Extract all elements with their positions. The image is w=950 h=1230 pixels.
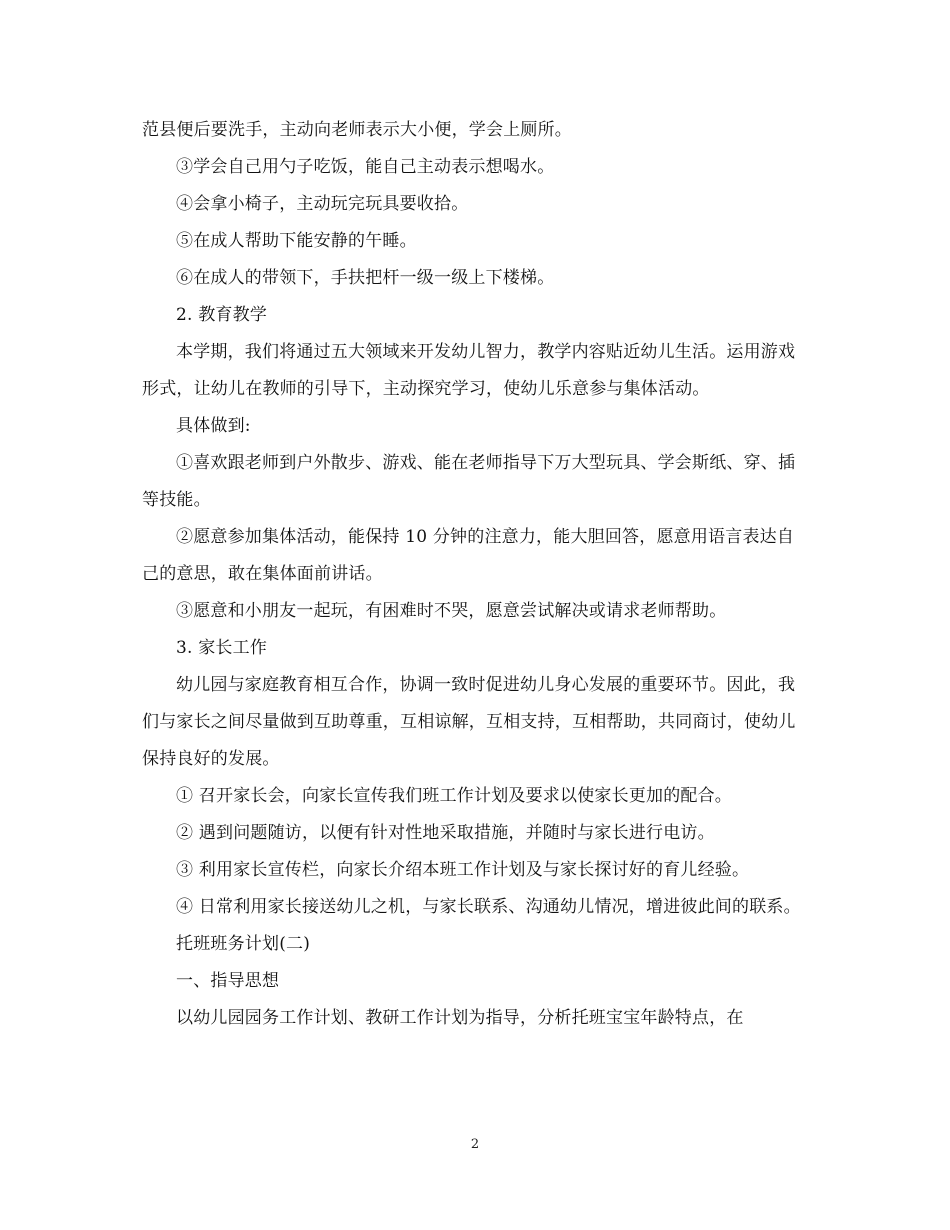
paragraph: ①喜欢跟老师到户外散步、游戏、能在老师指导下万大型玩具、学会斯纸、穿、插等技能。 bbox=[142, 453, 796, 510]
section-heading: 3. 家长工作 bbox=[176, 638, 268, 658]
paragraph: ② 遇到问题随访，以便有针对性地采取措施，并随时与家长进行电访。 bbox=[176, 823, 715, 843]
paragraph: 范县便后要洗手，主动向老师表示大小便，学会上厕所。 bbox=[142, 120, 572, 140]
paragraph: ⑥在成人的带领下，手扶把杆一级一级上下楼梯。 bbox=[176, 268, 555, 288]
paragraph: 本学期，我们将通过五大领域来开发幼儿智力，教学内容贴近幼儿生活。运用游戏形式，让幼儿在教师的引导下，主动探究学习，使幼儿乐意参与集体活动。 bbox=[142, 342, 796, 399]
paragraph: ③ 利用家长宣传栏，向家长介绍本班工作计划及与家长探讨好的育儿经验。 bbox=[176, 860, 750, 880]
paragraph: ②愿意参加集体活动，能保持 10 分钟的注意力，能大胆回答，愿意用语言表达自己的意思，敢在集体面前讲话。 bbox=[142, 527, 795, 584]
section-heading: 一、指导思想 bbox=[176, 971, 280, 991]
paragraph: ③学会自己用勺子吃饭，能自己主动表示想喝水。 bbox=[176, 157, 555, 177]
paragraph: 具体做到: bbox=[176, 416, 251, 436]
paragraph: 幼儿园与家庭教育相互合作，协调一致时促进幼儿身心发展的重要环节。因此，我们与家长之间尽量做到互助尊重，互相谅解，互相支持，互相帮助，共同商讨，使幼儿保持良好的发展。 bbox=[142, 675, 796, 769]
paragraph: ③愿意和小朋友一起玩，有困难时不哭，愿意尝试解决或请求老师帮助。 bbox=[176, 601, 727, 621]
paragraph: 以幼儿园园务工作计划、教研工作计划为指导，分析托班宝宝年龄特点，在 bbox=[176, 1008, 744, 1028]
paragraph: ④ 日常利用家长接送幼儿之机，与家长联系、沟通幼儿情况，增进彼此间的联系。 bbox=[176, 897, 801, 917]
section-heading: 2. 教育教学 bbox=[176, 305, 268, 325]
paragraph: ④会拿小椅子，主动玩完玩具要收拾。 bbox=[176, 194, 469, 214]
paragraph: ① 召开家长会，向家长宣传我们班工作计划及要求以使家长更加的配合。 bbox=[176, 786, 733, 806]
paragraph: ⑤在成人帮助下能安静的午睡。 bbox=[176, 231, 417, 251]
document-body bbox=[142, 112, 810, 1037]
page-number: 2 bbox=[470, 1137, 480, 1152]
document-title: 托班班务计划(二) bbox=[176, 934, 311, 954]
